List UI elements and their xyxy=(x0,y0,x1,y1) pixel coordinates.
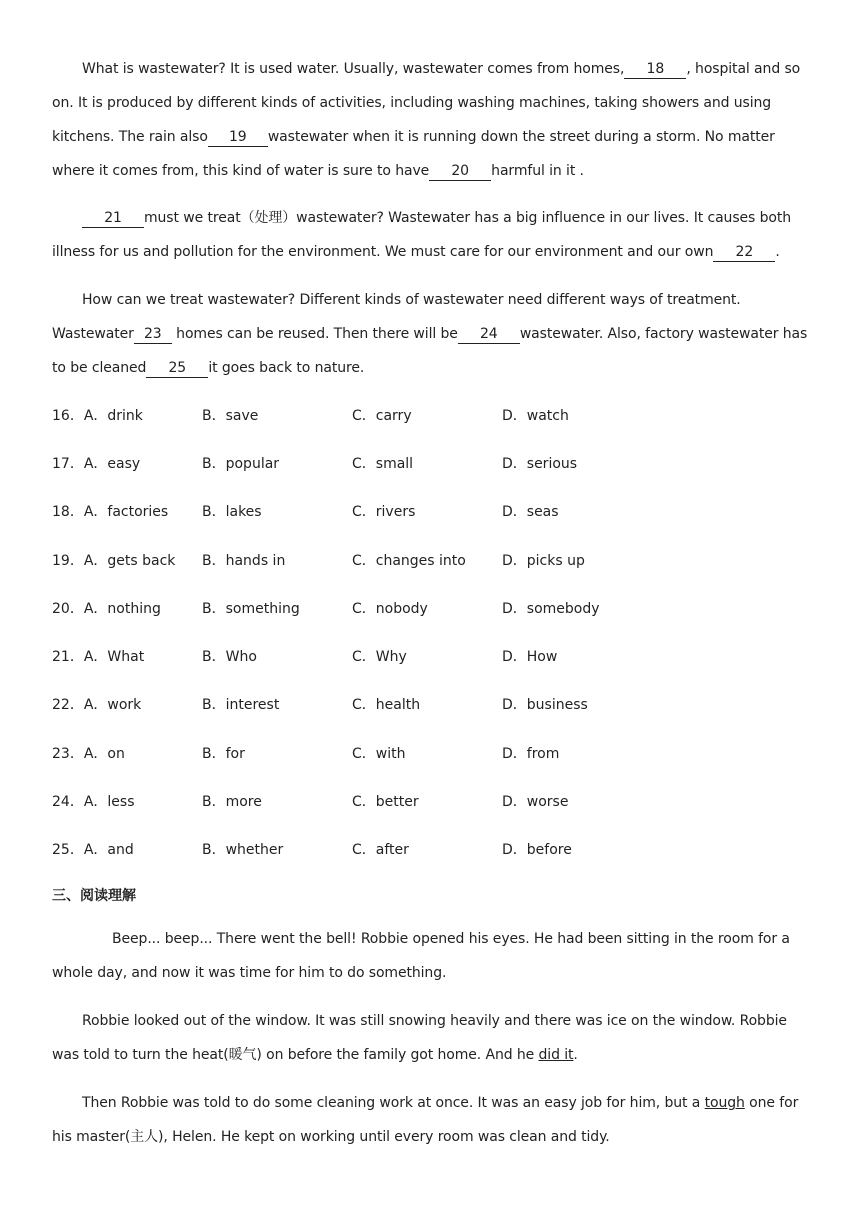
option-d: D．worse xyxy=(502,794,569,810)
blank-18: 18 xyxy=(624,60,686,79)
question-25 xyxy=(52,840,812,860)
question-number-text: 23． xyxy=(52,746,84,762)
option-d: D．How xyxy=(502,649,558,665)
text-segment: . xyxy=(573,1047,578,1063)
question-number xyxy=(52,695,141,715)
text-segment: it goes back to nature. xyxy=(208,360,365,376)
text-segment: Robbie looked out of the window. It was still snowing heavily and there was ice on the window. Robbie was told to turn the heat(暖气) on before the family got home. And he xyxy=(52,1013,787,1063)
option-c: C．Why xyxy=(352,649,407,665)
passage1-paragraph1 xyxy=(52,52,812,188)
section-heading: 三、阅读理解 xyxy=(52,888,136,904)
text-segment: wastewater when it is running down the street during a storm. No matter where it comes from, this kind of water is sure to have xyxy=(52,129,775,179)
question-21 xyxy=(52,647,812,667)
question-number xyxy=(52,792,135,812)
question-number xyxy=(52,406,143,426)
option-b: B．save xyxy=(202,408,259,424)
option-b: B．Who xyxy=(202,649,257,665)
text-segment: . xyxy=(775,244,780,260)
passage2-paragraph3 xyxy=(52,1086,812,1154)
option-d: D．from xyxy=(502,746,560,762)
question-number-text: 19． xyxy=(52,553,84,569)
blank-25: 25 xyxy=(146,359,208,378)
question-number xyxy=(52,551,175,571)
passage2-paragraph2 xyxy=(52,1004,812,1072)
passage1-paragraph3 xyxy=(52,283,812,385)
option-b: B．something xyxy=(202,601,300,617)
option-c: C．better xyxy=(352,794,419,810)
text-segment: , hospital and so on. It is produced by different kinds of activities, including washing machines, taking showers and using kitchens. The rain also xyxy=(52,61,801,145)
blank-19: 19 xyxy=(208,128,268,147)
option-b: B．for xyxy=(202,746,245,762)
option-d: D．watch xyxy=(502,408,569,424)
question-number-text: 25． xyxy=(52,842,84,858)
option-d: D．before xyxy=(502,842,572,858)
option-b: B．interest xyxy=(202,697,280,713)
question-number-text: 16． xyxy=(52,408,84,424)
blank-21: 21 xyxy=(82,209,144,228)
question-17 xyxy=(52,454,812,474)
option-a: A．and xyxy=(83,842,134,858)
text-segment: wastewater. Also, factory wastewater has to be cleaned xyxy=(52,326,808,376)
option-a: A．What xyxy=(83,649,145,665)
option-b: B．whether xyxy=(202,842,284,858)
option-a: A．factories xyxy=(83,504,169,520)
underlined-word: tough xyxy=(704,1095,745,1111)
underlined-phrase: did it xyxy=(538,1047,574,1063)
option-a: A．nothing xyxy=(83,601,161,617)
text-segment: Then Robbie was told to do some cleaning work at once. It was an easy job for him, but a xyxy=(82,1095,705,1111)
text-segment: homes can be reused. Then there will be xyxy=(176,326,458,342)
option-d: D．seas xyxy=(502,504,559,520)
option-a: A．gets back xyxy=(83,553,176,569)
question-number xyxy=(52,502,168,522)
question-number-text: 17． xyxy=(52,456,84,472)
question-number-text: 24． xyxy=(52,794,84,810)
text-segment: harmful in it . xyxy=(491,163,584,179)
question-number-text: 18． xyxy=(52,504,84,520)
option-a: A．work xyxy=(83,697,142,713)
text-segment: must we treat（处理）wastewater? Wastewater has a big influence in our lives. It causes both illness for us and pollution for the environment. We must care for our environment and our own xyxy=(52,210,791,260)
question-22 xyxy=(52,695,812,715)
option-c: C．changes into xyxy=(352,553,466,569)
question-24 xyxy=(52,792,812,812)
option-a: A．less xyxy=(83,794,135,810)
option-c: C．nobody xyxy=(352,601,428,617)
option-a: A．drink xyxy=(83,408,143,424)
option-d: D．somebody xyxy=(502,601,600,617)
blank-23: 23 xyxy=(134,325,172,344)
question-number xyxy=(52,647,144,667)
question-18 xyxy=(52,502,812,522)
option-d: D．business xyxy=(502,697,588,713)
question-number xyxy=(52,454,140,474)
option-b: B．more xyxy=(202,794,262,810)
option-b: B．lakes xyxy=(202,504,262,520)
question-number-text: 20． xyxy=(52,601,84,617)
blank-22: 22 xyxy=(713,243,775,262)
question-number-text: 22． xyxy=(52,697,84,713)
question-number xyxy=(52,599,161,619)
question-19 xyxy=(52,551,812,571)
blank-20: 20 xyxy=(429,162,491,181)
option-b: B．hands in xyxy=(202,553,286,569)
option-d: D．picks up xyxy=(502,553,585,569)
passage2-paragraph1: Beep... beep... There went the bell! Robbie opened his eyes. He had been sitting in the room for a whole day, and now it was time for him to do something. xyxy=(52,931,790,981)
option-c: C．small xyxy=(352,456,414,472)
option-a: A．easy xyxy=(83,456,141,472)
question-number xyxy=(52,840,134,860)
passage1-paragraph2 xyxy=(52,201,812,269)
option-d: D．serious xyxy=(502,456,578,472)
option-c: C．carry xyxy=(352,408,412,424)
option-a: A．on xyxy=(83,746,125,762)
blank-24: 24 xyxy=(458,325,520,344)
question-number-text: 21． xyxy=(52,649,84,665)
option-c: C．rivers xyxy=(352,504,416,520)
question-16 xyxy=(52,406,812,426)
text-segment: What is wastewater? It is used water. Usually, wastewater comes from homes, xyxy=(82,61,625,77)
text-segment: How can we treat wastewater? Different kinds of wastewater need different ways of treatment. Wastewater xyxy=(52,292,741,342)
question-20 xyxy=(52,599,812,619)
question-23 xyxy=(52,744,812,764)
text-segment: one for his master(主人), Helen. He kept on working until every room was clean and tidy. xyxy=(52,1095,799,1145)
question-number xyxy=(52,744,125,764)
option-b: B．popular xyxy=(202,456,280,472)
option-c: C．with xyxy=(352,746,406,762)
option-c: C．health xyxy=(352,697,421,713)
option-c: C．after xyxy=(352,842,409,858)
